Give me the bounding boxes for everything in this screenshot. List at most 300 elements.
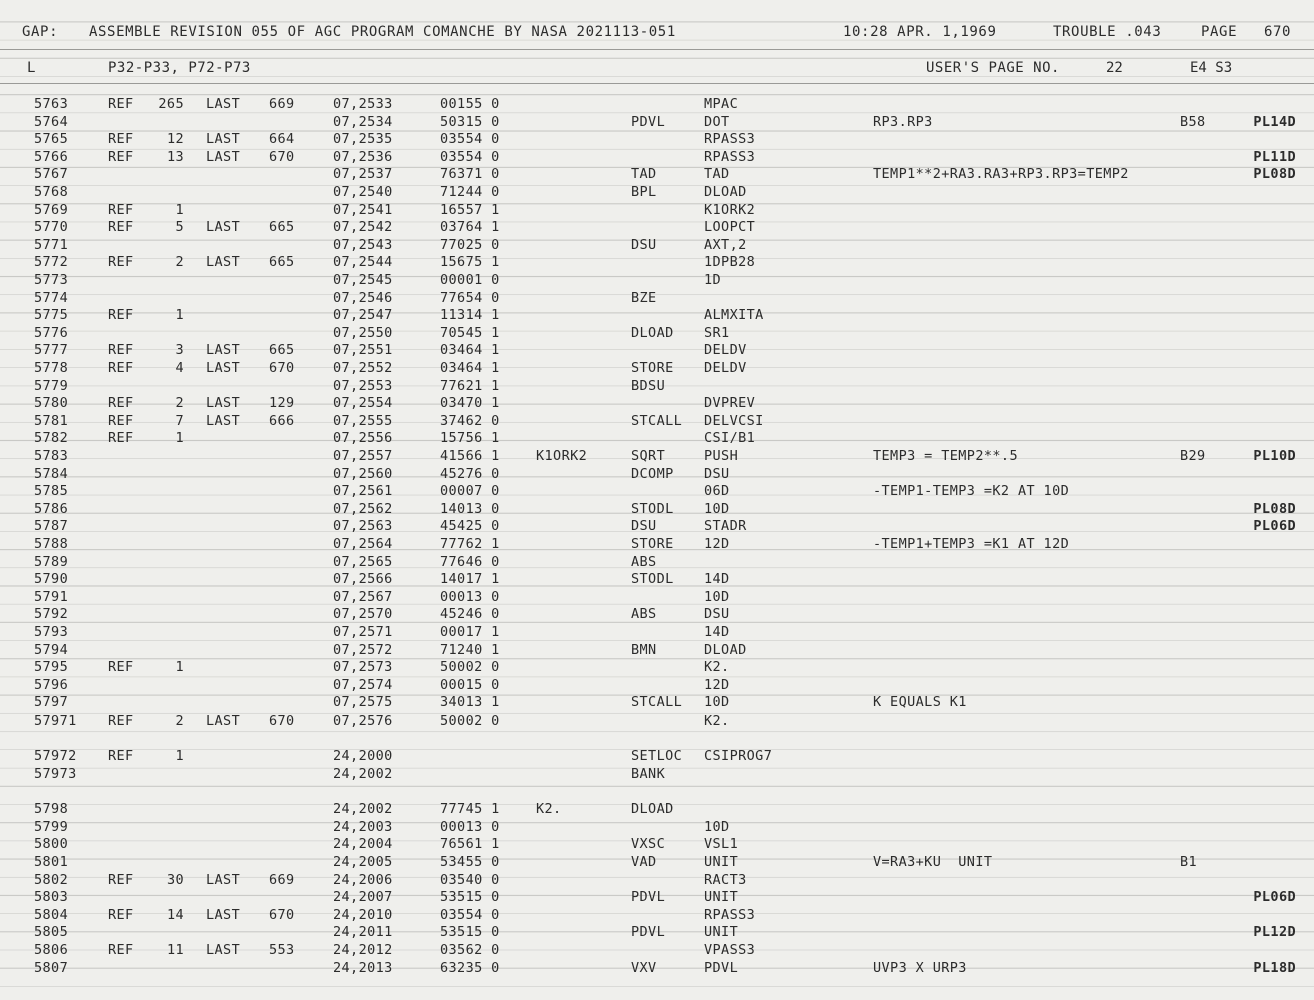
operand: K2. — [704, 713, 730, 729]
opcode: STCALL — [631, 413, 683, 429]
operand: 10D — [704, 501, 730, 517]
operand: 14D — [704, 624, 730, 640]
address: 07,2544 — [333, 254, 393, 270]
ref-count: 2 — [175, 395, 184, 411]
line-number: 5797 — [34, 694, 69, 710]
address: 07,2576 — [333, 713, 393, 729]
line-number: 5807 — [34, 960, 69, 976]
listing-row — [0, 889, 1314, 906]
address: 24,2000 — [333, 748, 393, 764]
ref-label: REF — [108, 202, 134, 218]
opcode: BZE — [631, 290, 657, 306]
line-number: 5800 — [34, 836, 69, 852]
octal-code: 14017 1 — [440, 571, 500, 587]
octal-code: 00013 0 — [440, 589, 500, 605]
octal-code: 03764 1 — [440, 219, 500, 235]
listing-row — [0, 854, 1314, 871]
opcode: BDSU — [631, 378, 666, 394]
line-number: 5792 — [34, 606, 69, 622]
listing-row — [0, 942, 1314, 959]
opcode: BANK — [631, 766, 666, 782]
operand: RACT3 — [704, 872, 747, 888]
listing-row — [0, 237, 1314, 254]
operand: DELDV — [704, 342, 747, 358]
opcode: STORE — [631, 360, 674, 376]
last-page: 669 — [269, 96, 295, 112]
operand: DVPREV — [704, 395, 756, 411]
ref-count: 4 — [175, 360, 184, 376]
line-number: 5778 — [34, 360, 69, 376]
line-number: 57971 — [34, 713, 77, 729]
octal-code: 03464 1 — [440, 342, 500, 358]
ref-label: REF — [108, 307, 134, 323]
ref-count: 30 — [166, 872, 184, 888]
line-number: 5806 — [34, 942, 69, 958]
address: 24,2012 — [333, 942, 393, 958]
comment: RP3.RP3 — [873, 114, 933, 130]
octal-code: 03470 1 — [440, 395, 500, 411]
listing-row — [0, 131, 1314, 148]
ref-label: REF — [108, 748, 134, 764]
last-page: 129 — [269, 395, 295, 411]
listing-title: ASSEMBLE REVISION 055 OF AGC PROGRAM COMANCHE BY NASA 2021113-051 — [89, 24, 676, 40]
listing-row — [0, 184, 1314, 201]
listing-row — [0, 642, 1314, 659]
address: 07,2536 — [333, 149, 393, 165]
line-number: 5780 — [34, 395, 69, 411]
last-page: 664 — [269, 131, 295, 147]
octal-code: 76371 0 — [440, 166, 500, 182]
last-label: LAST — [206, 360, 241, 376]
address: 07,2551 — [333, 342, 393, 358]
line-number: 5779 — [34, 378, 69, 394]
address: 07,2567 — [333, 589, 393, 605]
page-label: PAGE — [1201, 24, 1238, 40]
page-number: 670 — [1264, 24, 1292, 40]
line-number: 5764 — [34, 114, 69, 130]
last-label: LAST — [206, 342, 241, 358]
line-number: 5788 — [34, 536, 69, 552]
operand: VSL1 — [704, 836, 739, 852]
opcode: STORE — [631, 536, 674, 552]
line-number: 5791 — [34, 589, 69, 605]
octal-code: 76561 1 — [440, 836, 500, 852]
last-label: LAST — [206, 413, 241, 429]
listing-row — [0, 659, 1314, 676]
listing-row — [0, 518, 1314, 535]
opcode: PDVL — [631, 889, 666, 905]
listing-row — [0, 801, 1314, 818]
address: 07,2543 — [333, 237, 393, 253]
last-label: LAST — [206, 254, 241, 270]
address: 07,2542 — [333, 219, 393, 235]
listing-row — [0, 96, 1314, 113]
listing-row — [0, 413, 1314, 430]
address: 07,2561 — [333, 483, 393, 499]
pushlist-marker: PL06D — [1253, 889, 1296, 905]
address: 07,2537 — [333, 166, 393, 182]
address: 07,2552 — [333, 360, 393, 376]
address: 07,2565 — [333, 554, 393, 570]
ref-count: 12 — [166, 131, 184, 147]
operand: TAD — [704, 166, 730, 182]
operand: K1ORK2 — [704, 202, 756, 218]
octal-code: 03464 1 — [440, 360, 500, 376]
opcode: STCALL — [631, 694, 683, 710]
opcode: PDVL — [631, 924, 666, 940]
pushlist-marker: PL12D — [1253, 924, 1296, 940]
address: 07,2547 — [333, 307, 393, 323]
operand: AXT,2 — [704, 237, 747, 253]
ref-count: 1 — [175, 748, 184, 764]
operand: DELDV — [704, 360, 747, 376]
operand: 12D — [704, 677, 730, 693]
operand: UNIT — [704, 889, 739, 905]
opcode: DCOMP — [631, 466, 674, 482]
line-number: 5770 — [34, 219, 69, 235]
opcode: DLOAD — [631, 801, 674, 817]
opcode: VXSC — [631, 836, 666, 852]
octal-code: 50315 0 — [440, 114, 500, 130]
line-number: 5784 — [34, 466, 69, 482]
ref-count: 2 — [175, 254, 184, 270]
listing-row — [0, 589, 1314, 606]
flag: B29 — [1180, 448, 1206, 464]
last-label: LAST — [206, 872, 241, 888]
operand: 10D — [704, 694, 730, 710]
opcode: TAD — [631, 166, 657, 182]
listing-row — [0, 536, 1314, 553]
octal-code: 77621 1 — [440, 378, 500, 394]
operand: SR1 — [704, 325, 730, 341]
line-number: 5774 — [34, 290, 69, 306]
operand: DLOAD — [704, 184, 747, 200]
operand: MPAC — [704, 96, 739, 112]
octal-code: 03562 0 — [440, 942, 500, 958]
address: 07,2566 — [333, 571, 393, 587]
line-number: 5804 — [34, 907, 69, 923]
octal-code: 53515 0 — [440, 889, 500, 905]
listing-row — [0, 219, 1314, 236]
last-label: LAST — [206, 942, 241, 958]
address: 07,2560 — [333, 466, 393, 482]
pushlist-marker: PL08D — [1253, 501, 1296, 517]
listing-row — [0, 766, 1314, 783]
address: 07,2550 — [333, 325, 393, 341]
line-number: 5793 — [34, 624, 69, 640]
ref-label: REF — [108, 413, 134, 429]
operand: RPASS3 — [704, 149, 756, 165]
line-number: 5802 — [34, 872, 69, 888]
octal-code: 77654 0 — [440, 290, 500, 306]
octal-code: 45276 0 — [440, 466, 500, 482]
pushlist-marker: PL08D — [1253, 166, 1296, 182]
address: 24,2006 — [333, 872, 393, 888]
last-page: 670 — [269, 149, 295, 165]
comment: -TEMP1-TEMP3 =K2 AT 10D — [873, 483, 1070, 499]
ref-count: 3 — [175, 342, 184, 358]
pushlist-marker: PL06D — [1253, 518, 1296, 534]
listing-row — [0, 819, 1314, 836]
comment: TEMP3 = TEMP2**.5 — [873, 448, 1018, 464]
last-page: 670 — [269, 907, 295, 923]
label: K2. — [536, 801, 562, 817]
octal-code: 50002 0 — [440, 659, 500, 675]
operand: 1DPB28 — [704, 254, 756, 270]
octal-code: 00007 0 — [440, 483, 500, 499]
listing-row — [0, 360, 1314, 377]
line-number: 5798 — [34, 801, 69, 817]
listing-row — [0, 166, 1314, 183]
address: 07,2570 — [333, 606, 393, 622]
line-number: 5786 — [34, 501, 69, 517]
line-number: 5777 — [34, 342, 69, 358]
comment: -TEMP1+TEMP3 =K1 AT 12D — [873, 536, 1070, 552]
opcode: DLOAD — [631, 325, 674, 341]
pushlist-marker: PL18D — [1253, 960, 1296, 976]
octal-code: 00155 0 — [440, 96, 500, 112]
octal-code: 00001 0 — [440, 272, 500, 288]
ref-label: REF — [108, 131, 134, 147]
subheader-rule — [0, 83, 1314, 84]
last-label: LAST — [206, 219, 241, 235]
opcode: SQRT — [631, 448, 666, 464]
address: 07,2533 — [333, 96, 393, 112]
comment: K EQUALS K1 — [873, 694, 967, 710]
octal-code: 70545 1 — [440, 325, 500, 341]
operand: LOOPCT — [704, 219, 756, 235]
ref-label: REF — [108, 942, 134, 958]
line-number: 5783 — [34, 448, 69, 464]
listing-row — [0, 907, 1314, 924]
line-number: 5767 — [34, 166, 69, 182]
line-number: 5795 — [34, 659, 69, 675]
line-number: 5794 — [34, 642, 69, 658]
address: 07,2575 — [333, 694, 393, 710]
line-number: 5776 — [34, 325, 69, 341]
line-number: 5789 — [34, 554, 69, 570]
ref-label: REF — [108, 149, 134, 165]
listing-row — [0, 325, 1314, 342]
ref-label: REF — [108, 659, 134, 675]
operand: 10D — [704, 819, 730, 835]
opcode: ABS — [631, 554, 657, 570]
last-label: LAST — [206, 395, 241, 411]
ref-label: REF — [108, 219, 134, 235]
octal-code: 16557 1 — [440, 202, 500, 218]
last-label: LAST — [206, 149, 241, 165]
operand: STADR — [704, 518, 747, 534]
operand: UNIT — [704, 924, 739, 940]
operand: DSU — [704, 466, 730, 482]
address: 07,2546 — [333, 290, 393, 306]
line-number: 5785 — [34, 483, 69, 499]
ref-count: 13 — [166, 149, 184, 165]
listing-row — [0, 571, 1314, 588]
gap-label: GAP: — [22, 24, 59, 40]
flag: B1 — [1180, 854, 1198, 870]
opcode: STODL — [631, 571, 674, 587]
listing-row — [0, 290, 1314, 307]
operand: PDVL — [704, 960, 739, 976]
octal-code: 77646 0 — [440, 554, 500, 570]
line-number: 5796 — [34, 677, 69, 693]
octal-code: 45246 0 — [440, 606, 500, 622]
ref-label: REF — [108, 430, 134, 446]
address: 24,2002 — [333, 801, 393, 817]
operand: 10D — [704, 589, 730, 605]
octal-code: 03554 0 — [440, 149, 500, 165]
listing-row — [0, 448, 1314, 465]
address: 24,2005 — [333, 854, 393, 870]
line-number: 5775 — [34, 307, 69, 323]
octal-code: 03540 0 — [440, 872, 500, 888]
ref-label: REF — [108, 872, 134, 888]
octal-code: 53515 0 — [440, 924, 500, 940]
ref-count: 14 — [166, 907, 184, 923]
listing-row — [0, 960, 1314, 977]
address: 07,2557 — [333, 448, 393, 464]
opcode: BMN — [631, 642, 657, 658]
operand: 06D — [704, 483, 730, 499]
operand: 14D — [704, 571, 730, 587]
octal-code: 37462 0 — [440, 413, 500, 429]
ref-label: REF — [108, 254, 134, 270]
octal-code: 50002 0 — [440, 713, 500, 729]
octal-code: 15675 1 — [440, 254, 500, 270]
last-page: 665 — [269, 254, 295, 270]
line-number: 5769 — [34, 202, 69, 218]
address: 07,2571 — [333, 624, 393, 640]
line-number: 5805 — [34, 924, 69, 940]
octal-code: 53455 0 — [440, 854, 500, 870]
listing-row — [0, 307, 1314, 324]
octal-code: 71240 1 — [440, 642, 500, 658]
listing-row — [0, 694, 1314, 711]
address: 07,2554 — [333, 395, 393, 411]
address: 24,2002 — [333, 766, 393, 782]
address: 24,2003 — [333, 819, 393, 835]
last-page: 665 — [269, 219, 295, 235]
address: 07,2573 — [333, 659, 393, 675]
address: 07,2556 — [333, 430, 393, 446]
octal-code: 77745 1 — [440, 801, 500, 817]
program-range: P32-P33, P72-P73 — [108, 60, 251, 76]
last-label: LAST — [206, 713, 241, 729]
listing-row — [0, 395, 1314, 412]
operand: UNIT — [704, 854, 739, 870]
address: 07,2545 — [333, 272, 393, 288]
listing-row — [0, 784, 1314, 801]
ref-count: 1 — [175, 430, 184, 446]
octal-code: 41566 1 — [440, 448, 500, 464]
octal-code: 00017 1 — [440, 624, 500, 640]
last-page: 670 — [269, 713, 295, 729]
octal-code: 77762 1 — [440, 536, 500, 552]
section-ref: E4 S3 — [1190, 60, 1233, 76]
line-number: 5765 — [34, 131, 69, 147]
operand: DOT — [704, 114, 730, 130]
pushlist-marker: PL11D — [1253, 149, 1296, 165]
opcode: STODL — [631, 501, 674, 517]
octal-code: 15756 1 — [440, 430, 500, 446]
listing-row — [0, 924, 1314, 941]
ref-count: 265 — [158, 96, 184, 112]
octal-code: 03554 0 — [440, 907, 500, 923]
pushlist-marker: PL10D — [1253, 448, 1296, 464]
operand: RPASS3 — [704, 131, 756, 147]
address: 07,2535 — [333, 131, 393, 147]
opcode: DSU — [631, 237, 657, 253]
flag: B58 — [1180, 114, 1206, 130]
octal-code: 34013 1 — [440, 694, 500, 710]
users-page-number: 22 — [1106, 60, 1123, 76]
listing-row — [0, 606, 1314, 623]
listing-row — [0, 624, 1314, 641]
ref-count: 1 — [175, 659, 184, 675]
listing-row — [0, 149, 1314, 166]
pushlist-marker: PL14D — [1253, 114, 1296, 130]
listing-row — [0, 114, 1314, 131]
last-label: LAST — [206, 131, 241, 147]
ref-count: 1 — [175, 307, 184, 323]
octal-code: 11314 1 — [440, 307, 500, 323]
listing-row — [0, 342, 1314, 359]
line-number: 5771 — [34, 237, 69, 253]
ref-label: REF — [108, 342, 134, 358]
opcode: SETLOC — [631, 748, 683, 764]
opcode: PDVL — [631, 114, 666, 130]
operand: PUSH — [704, 448, 739, 464]
listing-row — [0, 731, 1314, 748]
line-number: 5790 — [34, 571, 69, 587]
ref-label: REF — [108, 395, 134, 411]
line-number: 5799 — [34, 819, 69, 835]
subheader-mark: L — [27, 60, 36, 76]
ref-label: REF — [108, 96, 134, 112]
comment: UVP3 X URP3 — [873, 960, 967, 976]
address: 24,2010 — [333, 907, 393, 923]
octal-code: 03554 0 — [440, 131, 500, 147]
octal-code: 77025 0 — [440, 237, 500, 253]
address: 24,2011 — [333, 924, 393, 940]
line-number: 57972 — [34, 748, 77, 764]
operand: 12D — [704, 536, 730, 552]
ref-count: 11 — [166, 942, 184, 958]
listing-row — [0, 554, 1314, 571]
last-label: LAST — [206, 96, 241, 112]
operand: RPASS3 — [704, 907, 756, 923]
ref-count: 1 — [175, 202, 184, 218]
listing-row — [0, 254, 1314, 271]
line-number: 5773 — [34, 272, 69, 288]
ref-label: REF — [108, 907, 134, 923]
address: 07,2564 — [333, 536, 393, 552]
listing-row — [0, 836, 1314, 853]
octal-code: 45425 0 — [440, 518, 500, 534]
line-number: 57973 — [34, 766, 77, 782]
ref-count: 5 — [175, 219, 184, 235]
address: 07,2572 — [333, 642, 393, 658]
comment: TEMP1**2+RA3.RA3+RP3.RP3=TEMP2 — [873, 166, 1129, 182]
line-number: 5768 — [34, 184, 69, 200]
listing-row — [0, 466, 1314, 483]
octal-code: 63235 0 — [440, 960, 500, 976]
listing-row — [0, 483, 1314, 500]
operand: VPASS3 — [704, 942, 756, 958]
line-number: 5803 — [34, 889, 69, 905]
listing-row — [0, 202, 1314, 219]
